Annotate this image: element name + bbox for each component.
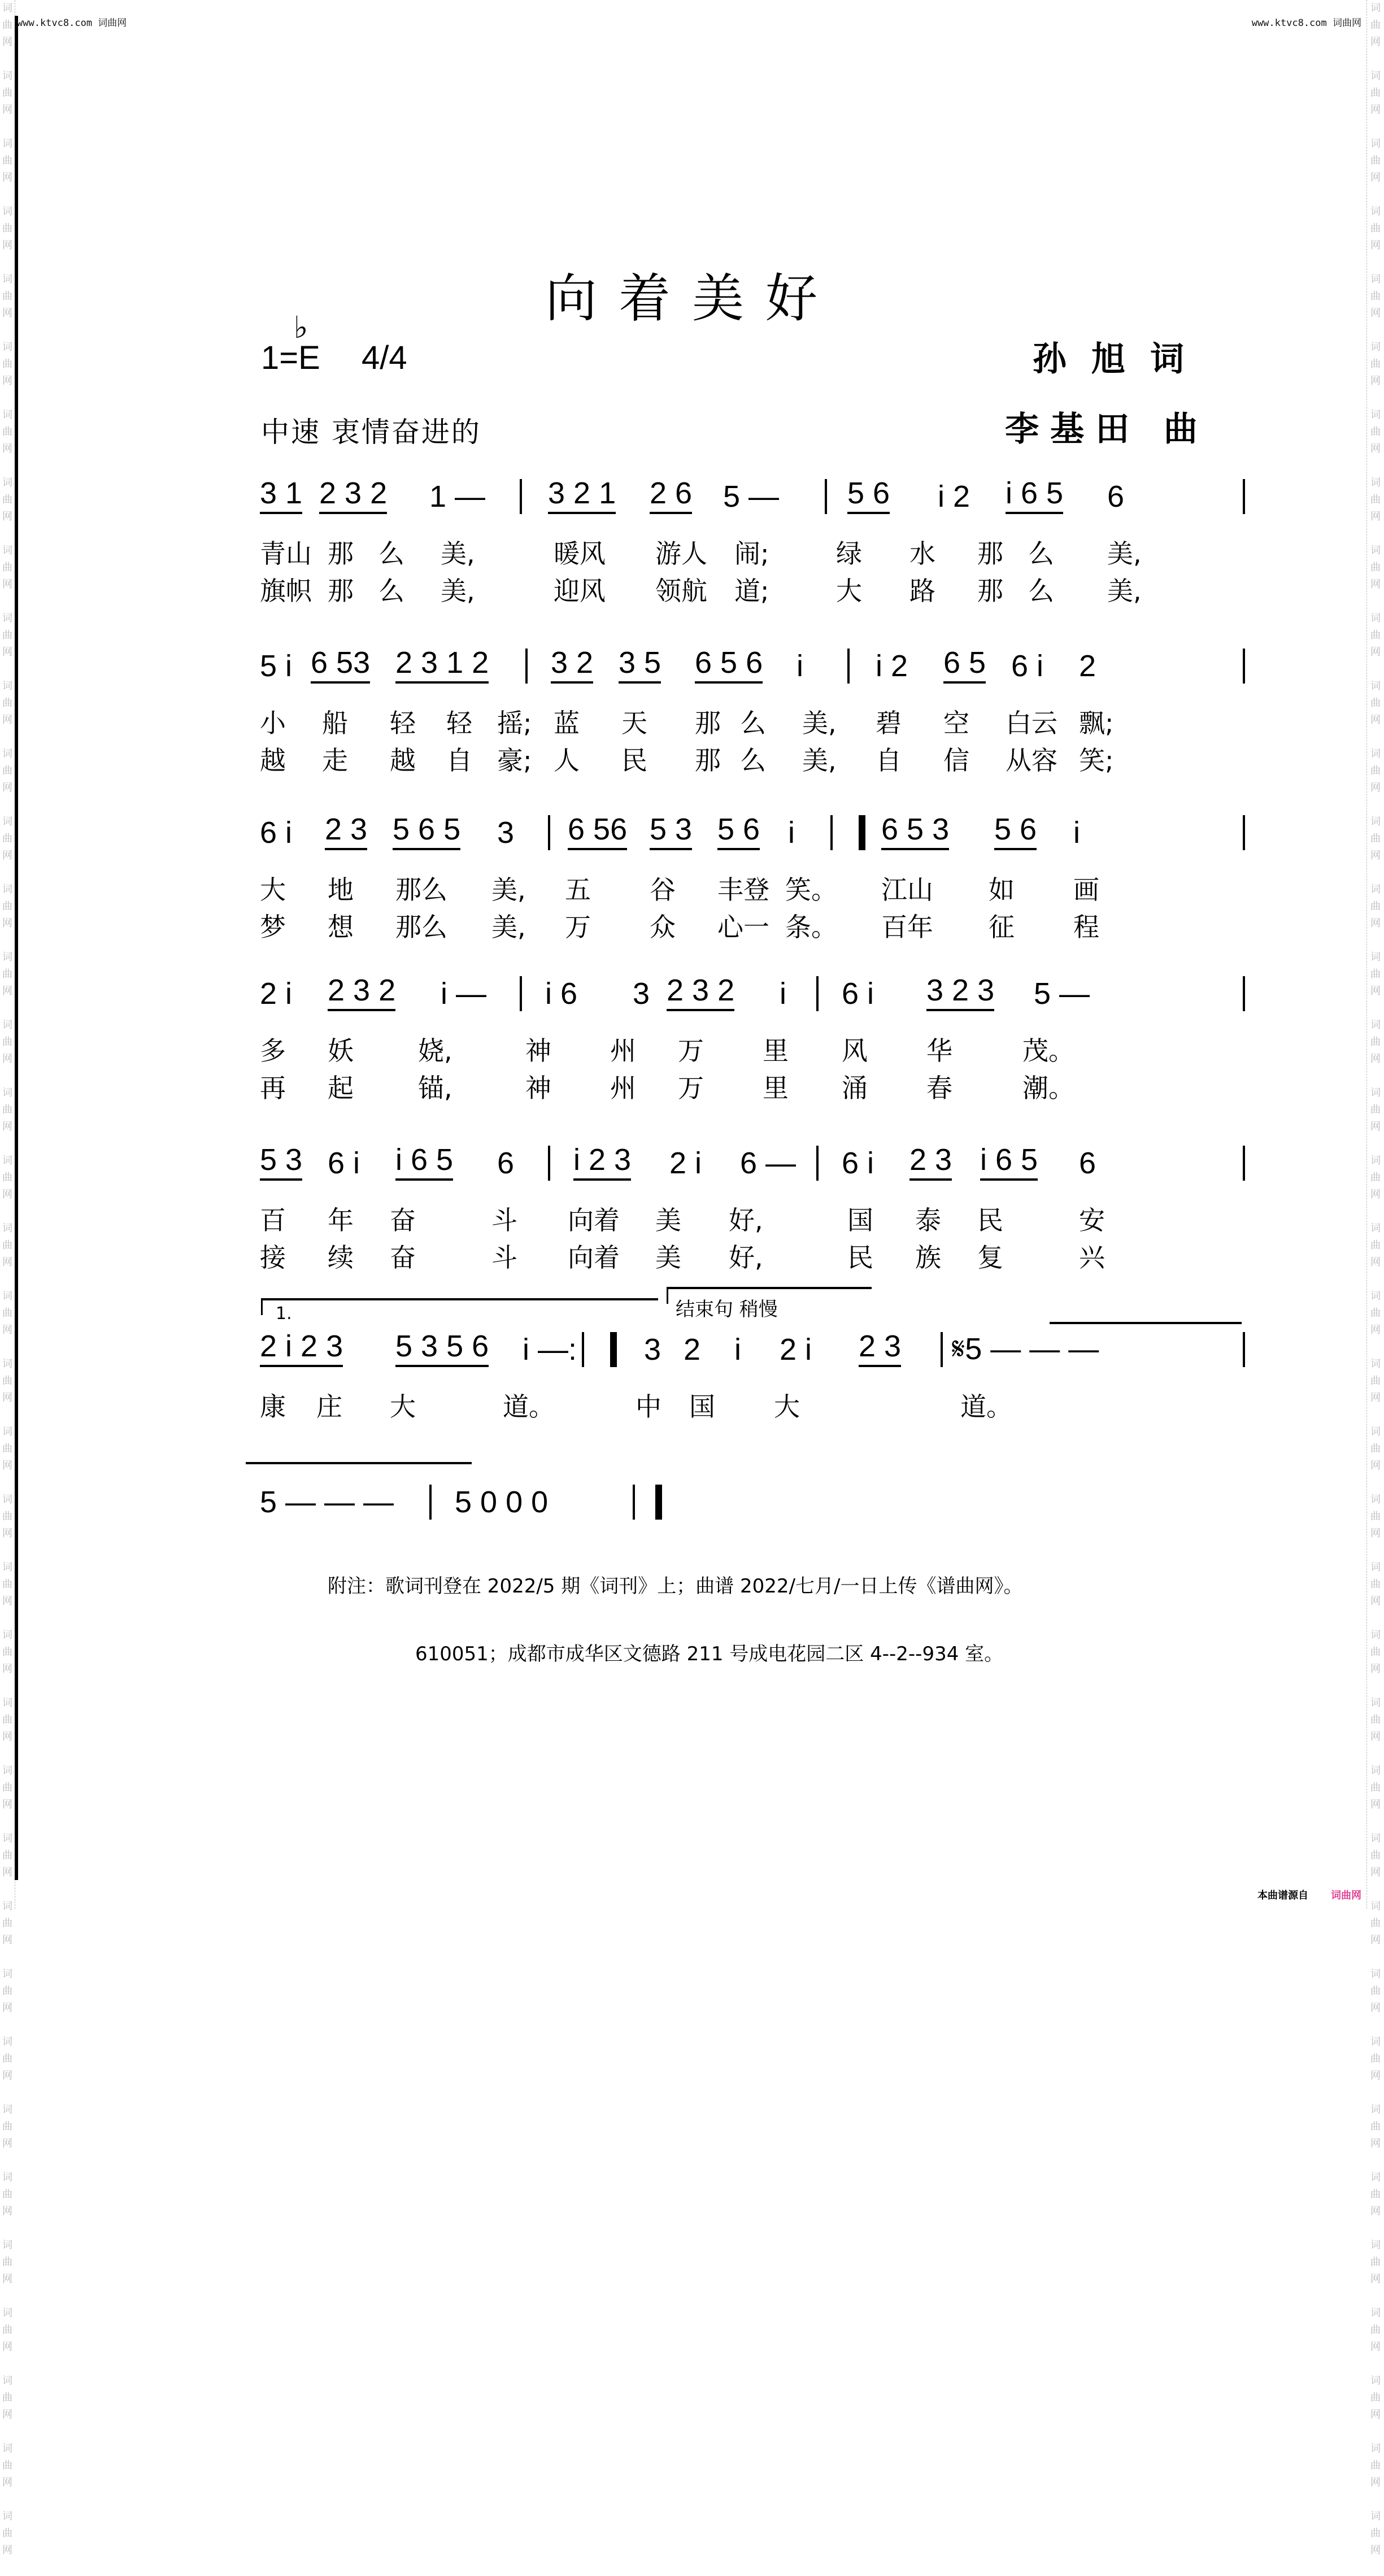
note-group: 6 5 6 bbox=[695, 645, 763, 684]
lyric-syllable: 国 bbox=[689, 1391, 715, 1422]
lyric-verse-1 bbox=[260, 533, 1254, 568]
note-group: i bbox=[788, 816, 795, 850]
lyric-syllable: 那 bbox=[977, 538, 1003, 569]
note-group: 3 bbox=[633, 977, 650, 1011]
barline bbox=[1243, 649, 1245, 684]
watermark-top-right: www.ktvc8.com 词曲网 bbox=[1251, 18, 1361, 29]
lyric-syllable: 奋 bbox=[390, 1205, 416, 1235]
lyric-syllable: 向着 bbox=[568, 1205, 620, 1235]
lyric-syllable: 国 bbox=[847, 1205, 873, 1235]
lyric-syllable: 大 bbox=[774, 1391, 800, 1422]
lyric-syllable: 那么 bbox=[395, 912, 447, 942]
lyric-verse-2 bbox=[260, 740, 1254, 775]
note-group: 6 53 bbox=[311, 645, 370, 684]
lyric-syllable: 自 bbox=[876, 745, 902, 776]
note-group: 6 56 bbox=[568, 812, 627, 850]
barline bbox=[1243, 1332, 1245, 1367]
source-label: 本曲谱源自 bbox=[1257, 1890, 1308, 1901]
barline bbox=[816, 1146, 819, 1181]
lyric-syllable: 旗帜 bbox=[260, 576, 312, 606]
lyric-syllable: 闹; bbox=[734, 538, 769, 569]
lyric-syllable: 年 bbox=[328, 1205, 354, 1235]
note-group: 5 3 bbox=[650, 812, 692, 850]
lyric-syllable: 丰登 bbox=[717, 874, 769, 905]
lyric-syllable: 大 bbox=[260, 874, 286, 905]
note-group: 2 i bbox=[260, 977, 293, 1011]
note-group: 1 — bbox=[429, 480, 486, 514]
lyric-syllable: 中 bbox=[636, 1391, 661, 1422]
note-group: 2 3 2 bbox=[328, 973, 395, 1011]
lyric-syllable: 续 bbox=[328, 1242, 354, 1273]
note-group: 6 bbox=[1079, 1146, 1096, 1180]
lyric-syllable: 青山 bbox=[260, 538, 312, 569]
barline bbox=[825, 479, 827, 514]
lyric-syllable: 豪; bbox=[497, 745, 532, 776]
lyric-syllable: 梦 bbox=[260, 912, 286, 942]
lyric-syllable: 万 bbox=[678, 1035, 704, 1066]
note-group: 3 bbox=[644, 1333, 661, 1367]
lyric-syllable: 好, bbox=[729, 1205, 763, 1235]
note-group: 𝄋5 — — — bbox=[952, 1332, 1099, 1366]
lyric-syllable: 再 bbox=[260, 1073, 286, 1103]
note-group: 3 2 3 bbox=[926, 973, 994, 1011]
note-group: 5 6 5 bbox=[393, 812, 460, 850]
lyric-syllable: 那 bbox=[695, 745, 721, 776]
note-group: i 6 bbox=[545, 977, 578, 1011]
note-group: i 6 5 bbox=[1006, 476, 1063, 514]
note-group: 2 3 bbox=[909, 1142, 952, 1181]
note-group: i —: bbox=[523, 1333, 577, 1367]
lyric-syllable: 神 bbox=[525, 1073, 551, 1103]
lyric-syllable: 如 bbox=[989, 874, 1015, 905]
note-group: 5 6 bbox=[717, 812, 760, 850]
first-ending-bracket bbox=[261, 1298, 658, 1315]
lyric-syllable: 康 bbox=[260, 1391, 286, 1422]
song-title: 向着美好 bbox=[545, 268, 839, 329]
lyric-syllable: 地 bbox=[328, 874, 354, 905]
lyric-syllable: 锚, bbox=[418, 1073, 452, 1103]
note-group: 6 i bbox=[328, 1146, 360, 1180]
note-group: 6 5 bbox=[943, 645, 986, 684]
ending-phrase-label: 结束句 稍慢 bbox=[676, 1298, 778, 1321]
note-group: 6 5 3 bbox=[881, 812, 949, 850]
lyric-syllable: 么 bbox=[740, 708, 766, 738]
note-group: 2 3 bbox=[325, 812, 367, 850]
double-barline bbox=[610, 1332, 617, 1367]
right-watermark-strip: 词 曲 网 词 曲 网 词 曲 网 词 曲 网 词 曲 网 词 曲 网 词 曲 网 词 曲 网 词 曲 网 词 曲 网 词 曲 网 词 曲 网 词 曲 网 词 曲 网 词 曲 网 词 曲 网 词 曲 网 词 曲 网 词 曲 网 词 曲 网 词 曲 网 词 曲 网 词 曲 网 词 曲 网 词 曲 网 词 曲 网 词 曲 网 词 曲 网 词 曲 网 词 曲 网 词 曲 网 词 曲 网 词 曲 网 词 曲 网 词 曲 网 词 曲 网 词 曲 网 词 曲 网 bbox=[1366, 0, 1384, 1909]
lyric-syllable: 民 bbox=[621, 745, 647, 776]
note-group: i bbox=[1073, 816, 1080, 850]
barline bbox=[582, 1332, 584, 1367]
lyric-syllable: 大 bbox=[836, 576, 862, 606]
lyric-syllable: 美, bbox=[1107, 576, 1142, 606]
note-group: i 6 5 bbox=[980, 1142, 1038, 1181]
lyric-syllable: 美, bbox=[441, 538, 475, 569]
lyric-verse-2 bbox=[260, 907, 1254, 942]
note-group: 2 3 2 bbox=[667, 973, 734, 1011]
lyric-syllable: 碧 bbox=[876, 708, 902, 738]
lyric-syllable: 心一 bbox=[717, 912, 769, 942]
note-group: i 2 3 bbox=[573, 1142, 631, 1181]
score-system-4 bbox=[260, 960, 1254, 1103]
score-system-2 bbox=[260, 633, 1254, 775]
tempo-marking: 中速 衷情奋进的 bbox=[261, 416, 481, 449]
barline bbox=[847, 649, 850, 684]
note-group: 5 — bbox=[1034, 977, 1090, 1011]
note-group: 3 bbox=[497, 816, 515, 850]
note-group: 2 6 bbox=[650, 476, 692, 514]
lyric-syllable: 美, bbox=[802, 745, 837, 776]
note-line bbox=[260, 463, 1254, 514]
watermark-top-left: www.ktvc8.com 词曲网 bbox=[17, 18, 127, 29]
note-group: i 2 bbox=[938, 480, 970, 514]
lyric-syllable: 暖风 bbox=[554, 538, 606, 569]
barline bbox=[548, 1146, 550, 1181]
lyric-verse-1 bbox=[260, 1030, 1254, 1065]
lyric-syllable: 越 bbox=[390, 745, 416, 776]
note-group: i bbox=[734, 1333, 741, 1367]
lyric-syllable: 么 bbox=[378, 576, 404, 606]
lyric-syllable: 征 bbox=[989, 912, 1015, 942]
lyric-syllable: 江山 bbox=[881, 874, 933, 905]
barline bbox=[429, 1485, 432, 1520]
note-group: i bbox=[780, 977, 786, 1011]
lyric-syllable: 美, bbox=[441, 576, 475, 606]
lyric-syllable: 接 bbox=[260, 1242, 286, 1273]
lyric-syllable: 笑。 bbox=[785, 874, 837, 905]
lyric-syllable: 走 bbox=[322, 745, 348, 776]
lyric-syllable: 那 bbox=[977, 576, 1003, 606]
barline bbox=[941, 1332, 943, 1367]
lyric-syllable: 风 bbox=[842, 1035, 868, 1066]
lyric-syllable: 民 bbox=[977, 1205, 1003, 1235]
lyric-verse-1 bbox=[260, 869, 1254, 904]
barline bbox=[548, 815, 550, 850]
lyric-syllable: 那 bbox=[695, 708, 721, 738]
lyric-syllable: 美, bbox=[802, 708, 837, 738]
lyric-syllable: 里 bbox=[763, 1035, 789, 1066]
lyric-syllable: 天 bbox=[621, 708, 647, 738]
lyric-syllable: 泰 bbox=[915, 1205, 941, 1235]
lyric-syllable: 人 bbox=[554, 745, 580, 776]
lyric-syllable: 州 bbox=[610, 1073, 636, 1103]
lyric-syllable: 奋 bbox=[390, 1242, 416, 1273]
composer-credit: 李基田 曲 bbox=[1005, 410, 1209, 449]
lyric-syllable: 妖 bbox=[328, 1035, 354, 1066]
lyric-syllable: 道。 bbox=[960, 1391, 1012, 1422]
lyric-verse-1 bbox=[260, 1200, 1254, 1235]
lyric-syllable: 起 bbox=[328, 1073, 354, 1103]
lyric-syllable: 么 bbox=[740, 745, 766, 776]
lyric-syllable: 兴 bbox=[1079, 1242, 1105, 1273]
lyric-verse-2 bbox=[260, 1068, 1254, 1103]
lyric-syllable: 飘; bbox=[1079, 708, 1114, 738]
lyric-syllable: 向着 bbox=[568, 1242, 620, 1273]
lyric-syllable: 美, bbox=[491, 874, 526, 905]
flat-accidental-icon: ♭ bbox=[294, 310, 308, 345]
left-watermark-strip: 词 曲 网 词 曲 网 词 曲 网 词 曲 网 词 曲 网 词 曲 网 词 曲 网 词 曲 网 词 曲 网 词 曲 网 词 曲 网 词 曲 网 词 曲 网 词 曲 网 词 曲 网 词 曲 网 词 曲 网 词 曲 网 词 曲 网 词 曲 网 词 曲 网 词 曲 网 词 曲 网 词 曲 网 词 曲 网 词 曲 网 词 曲 网 词 曲 网 词 曲 网 词 曲 网 词 曲 网 词 曲 网 词 曲 网 词 曲 网 词 曲 网 词 曲 网 词 曲 网 词 曲 网 bbox=[0, 0, 15, 1909]
note-group: 3 1 bbox=[260, 476, 302, 514]
lyric-syllable: 白云 bbox=[1006, 708, 1057, 738]
note-line bbox=[260, 633, 1254, 684]
score-system-5 bbox=[260, 1130, 1254, 1272]
note-group: 2 bbox=[1079, 649, 1096, 683]
double-barline bbox=[859, 815, 865, 850]
note-group: i bbox=[797, 649, 803, 683]
lyric-syllable: 那么 bbox=[395, 874, 447, 905]
lyric-syllable: 五 bbox=[565, 874, 591, 905]
lyric-syllable: 美, bbox=[1107, 538, 1142, 569]
note-group: 5 6 bbox=[994, 812, 1037, 850]
footnote-address: 610051；成都市成华区文德路 211 号成电花园二区 4--2--934 室。 bbox=[415, 1643, 1004, 1665]
note-group: 6 — bbox=[740, 1146, 797, 1180]
note-group: 5 3 bbox=[260, 1142, 302, 1181]
lyric-syllable: 从容 bbox=[1006, 745, 1057, 776]
source-brand: 词曲网 bbox=[1331, 1890, 1361, 1901]
lyric-syllable: 州 bbox=[610, 1035, 636, 1066]
barline bbox=[1243, 1146, 1245, 1181]
lyric-syllable: 美, bbox=[491, 912, 526, 942]
lyric-syllable: 领航 bbox=[655, 576, 707, 606]
note-group: 2 i bbox=[669, 1146, 702, 1180]
lyric-syllable: 大 bbox=[390, 1391, 416, 1422]
lyric-syllable: 船 bbox=[322, 708, 348, 738]
barline bbox=[1243, 815, 1245, 850]
lyric-verse-2 bbox=[260, 571, 1254, 606]
lyric-syllable: 那 bbox=[328, 538, 354, 569]
note-group: 5 0 0 0 bbox=[455, 1485, 549, 1519]
note-group: 6 i bbox=[842, 1146, 874, 1180]
note-group: 5 3 5 6 bbox=[395, 1329, 489, 1367]
note-group: i 6 5 bbox=[395, 1142, 453, 1181]
lyric-syllable: 美 bbox=[655, 1242, 681, 1273]
lyric-syllable: 游人 bbox=[655, 538, 707, 569]
lyric-syllable: 越 bbox=[260, 745, 286, 776]
lyric-syllable: 道。 bbox=[503, 1391, 555, 1422]
footnote-publication: 附注：歌词刊登在 2022/5 期《词刊》上；曲谱 2022/七月/一日上传《谱曲网》。 bbox=[328, 1575, 1023, 1598]
lyric-syllable: 百 bbox=[260, 1205, 286, 1235]
score-system-1 bbox=[260, 463, 1254, 606]
lyric-syllable: 蓝 bbox=[554, 708, 580, 738]
lyric-syllable: 路 bbox=[909, 576, 935, 606]
first-ending-label: 1. bbox=[276, 1304, 292, 1324]
note-group: 2 bbox=[684, 1333, 701, 1367]
note-group: 6 i bbox=[260, 816, 293, 850]
lyric-syllable: 美 bbox=[655, 1205, 681, 1235]
lyric-syllable: 潮。 bbox=[1022, 1073, 1074, 1103]
lyric-syllable: 民 bbox=[847, 1242, 873, 1273]
lyric-syllable: 想 bbox=[328, 912, 354, 942]
note-group: 2 i bbox=[780, 1333, 812, 1367]
lyric-syllable: 道; bbox=[734, 576, 769, 606]
note-group: 3 5 bbox=[619, 645, 661, 684]
note-group: 2 3 bbox=[859, 1329, 901, 1367]
lyric-syllable: 万 bbox=[565, 912, 591, 942]
barline bbox=[525, 649, 528, 684]
lyric-verse-2 bbox=[260, 1237, 1254, 1272]
lyric-syllable: 自 bbox=[446, 745, 472, 776]
note-group: 5 6 bbox=[847, 476, 890, 514]
lyricist-credit: 孙旭词 bbox=[1033, 340, 1209, 379]
note-group: 2 3 1 2 bbox=[395, 645, 489, 684]
lyric-syllable: 程 bbox=[1073, 912, 1099, 942]
key-signature: 1=E bbox=[261, 340, 320, 376]
barline bbox=[830, 815, 833, 850]
note-group: 3 2 1 bbox=[548, 476, 616, 514]
lyric-syllable: 谷 bbox=[650, 874, 676, 905]
barline bbox=[520, 479, 522, 514]
lyric-syllable: 水 bbox=[909, 538, 935, 569]
lyric-syllable: 多 bbox=[260, 1035, 286, 1066]
double-barline bbox=[655, 1485, 662, 1520]
lyric-syllable: 安 bbox=[1079, 1205, 1105, 1235]
lyric-syllable: 春 bbox=[926, 1073, 952, 1103]
lyric-syllable: 斗 bbox=[491, 1205, 517, 1235]
lyric-verse-1 bbox=[260, 703, 1254, 738]
lyric-syllable: 族 bbox=[915, 1242, 941, 1273]
lyric-syllable: 迎风 bbox=[554, 576, 606, 606]
lyric-syllable: 轻 bbox=[390, 708, 416, 738]
note-group: 6 bbox=[497, 1146, 515, 1180]
barline bbox=[520, 976, 522, 1011]
lyric-syllable: 好, bbox=[729, 1242, 763, 1273]
lyric-syllable: 神 bbox=[525, 1035, 551, 1066]
lyric-syllable: 庄 bbox=[316, 1391, 342, 1422]
note-group: 3 2 bbox=[551, 645, 593, 684]
lyric-syllable: 万 bbox=[678, 1073, 704, 1103]
note-line bbox=[260, 960, 1254, 1011]
score-system-3 bbox=[260, 799, 1254, 942]
note-group: 2 3 2 bbox=[319, 476, 387, 514]
note-group: 2 i 2 3 bbox=[260, 1329, 343, 1367]
barline bbox=[633, 1485, 635, 1520]
lyric-syllable: 娆, bbox=[418, 1035, 452, 1066]
lyric-syllable: 涌 bbox=[842, 1073, 868, 1103]
note-group: 5 — — — bbox=[260, 1485, 394, 1519]
note-group: i 2 bbox=[876, 649, 908, 683]
note-group: 6 i bbox=[842, 977, 874, 1011]
note-group: 5 — bbox=[723, 480, 780, 514]
barline bbox=[1243, 976, 1245, 1011]
note-group: 5 i bbox=[260, 649, 293, 683]
lyric-syllable: 小 bbox=[260, 708, 286, 738]
note-line bbox=[260, 1130, 1254, 1181]
lyric-syllable: 条。 bbox=[785, 912, 837, 942]
lyric-syllable: 摇; bbox=[497, 708, 532, 738]
lyric-syllable: 么 bbox=[378, 538, 404, 569]
lyric-syllable: 复 bbox=[977, 1242, 1003, 1273]
note-line bbox=[260, 799, 1254, 850]
lyric-syllable: 空 bbox=[943, 708, 969, 738]
lyric-syllable: 里 bbox=[763, 1073, 789, 1103]
source-credit bbox=[1257, 1887, 1361, 1902]
lyric-syllable: 斗 bbox=[491, 1242, 517, 1273]
lyric-syllable: 茂。 bbox=[1022, 1035, 1074, 1066]
lyric-syllable: 绿 bbox=[836, 538, 862, 569]
note-group: i — bbox=[441, 977, 486, 1011]
lyric-syllable: 那 bbox=[328, 576, 354, 606]
lyric-syllable: 华 bbox=[926, 1035, 952, 1066]
note-group: 6 i bbox=[1011, 649, 1044, 683]
note-group: 6 bbox=[1107, 480, 1125, 514]
lyric-syllable: 么 bbox=[1028, 576, 1054, 606]
lyric-verse-1 bbox=[260, 1386, 1254, 1421]
final-tie-bracket bbox=[1050, 1322, 1242, 1339]
lyric-syllable: 笑; bbox=[1079, 745, 1114, 776]
lyric-syllable: 百年 bbox=[881, 912, 933, 942]
barline bbox=[1243, 479, 1245, 514]
lyric-syllable: 画 bbox=[1073, 874, 1099, 905]
lyric-syllable: 么 bbox=[1028, 538, 1054, 569]
time-signature: 4/4 bbox=[362, 340, 407, 376]
lyric-syllable: 轻 bbox=[446, 708, 472, 738]
barline bbox=[816, 976, 819, 1011]
lyric-syllable: 众 bbox=[650, 912, 676, 942]
final-tie-bracket-2 bbox=[246, 1462, 472, 1479]
lyric-syllable: 信 bbox=[943, 745, 969, 776]
